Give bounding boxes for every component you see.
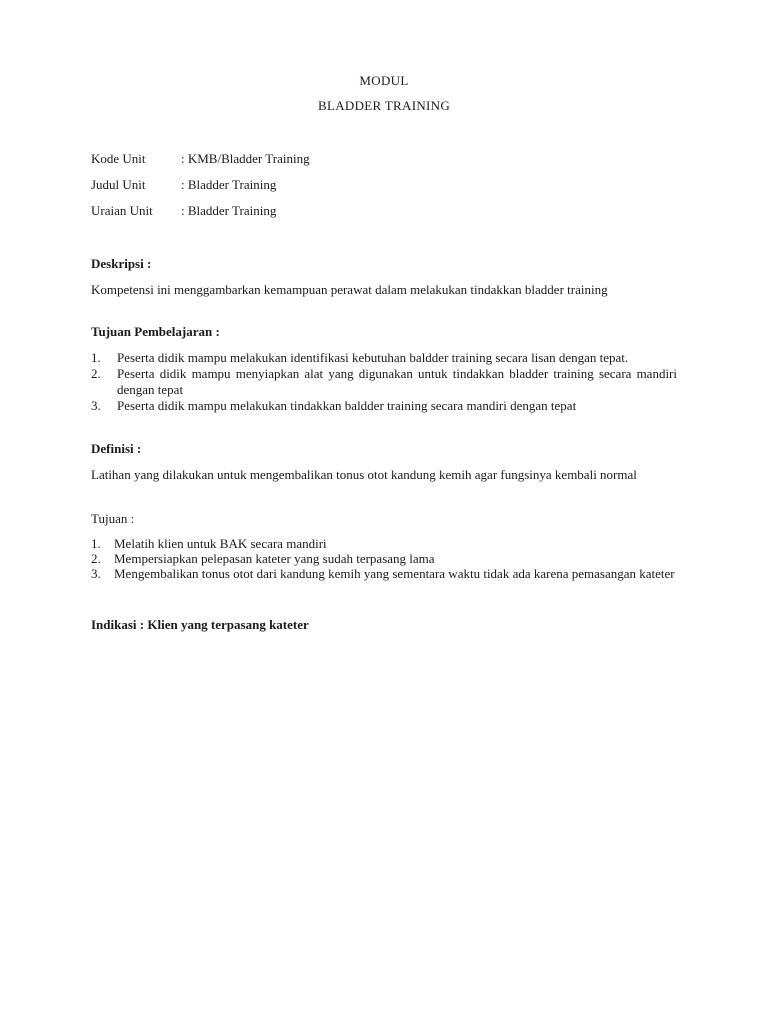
list-item-text: Mengembalikan tonus otot dari kandung kemih yang sementara waktu tidak ada karena pemasangan kateter: [114, 566, 675, 581]
list-number: 1.: [91, 536, 101, 551]
list-number: 3.: [91, 566, 101, 581]
list-item-text: Peserta didik mampu melakukan tindakkan baldder training secara mandiri dengan tepat: [117, 398, 577, 413]
tujuan-pembelajaran-list: [91, 350, 677, 414]
tujuan-list: [91, 536, 677, 581]
list-item-text: Peserta didik mampu menyiapkan alat yang digunakan untuk tindakkan bladder training secara mandiri dengan tepat: [117, 366, 677, 397]
document-subtitle: BLADDER TRAINING: [317, 98, 451, 113]
list-item: [91, 566, 677, 581]
info-label: Kode Unit: [91, 151, 146, 166]
list-number: 3.: [91, 398, 101, 413]
info-label: Judul Unit: [91, 177, 146, 192]
tujuan-heading: Tujuan :: [91, 511, 135, 526]
definisi-text: Latihan yang dilakukan untuk mengembalikan tonus otot kandung kemih agar fungsinya kembali normal: [91, 467, 637, 482]
list-item: [91, 551, 677, 566]
list-item-text: Peserta didik mampu melakukan identifikasi kebutuhan baldder training secara lisan dengan tepat.: [117, 350, 629, 365]
definisi-heading: Definisi :: [91, 441, 142, 456]
list-number: 1.: [91, 350, 101, 365]
indikasi-line: Indikasi : Klien yang terpasang kateter: [91, 617, 309, 632]
list-item: [91, 366, 677, 398]
deskripsi-heading: Deskripsi :: [91, 256, 152, 271]
list-item: [91, 398, 677, 414]
info-value: : Bladder Training: [181, 203, 277, 218]
info-value: : Bladder Training: [181, 177, 277, 192]
list-item: [91, 350, 677, 366]
list-item: [91, 536, 677, 551]
info-label: Uraian Unit: [91, 203, 153, 218]
list-item-text: Mempersiapkan pelepasan kateter yang sudah terpasang lama: [114, 551, 435, 566]
tujuan-pembelajaran-heading: Tujuan Pembelajaran :: [91, 324, 220, 339]
deskripsi-text: Kompetensi ini menggambarkan kemampuan perawat dalam melakukan tindakkan bladder training: [91, 282, 608, 297]
list-number: 2.: [91, 366, 101, 381]
info-value: : KMB/Bladder Training: [181, 151, 310, 166]
document-title: MODUL: [359, 73, 409, 88]
list-item-text: Melatih klien untuk BAK secara mandiri: [114, 536, 327, 551]
list-number: 2.: [91, 551, 101, 566]
